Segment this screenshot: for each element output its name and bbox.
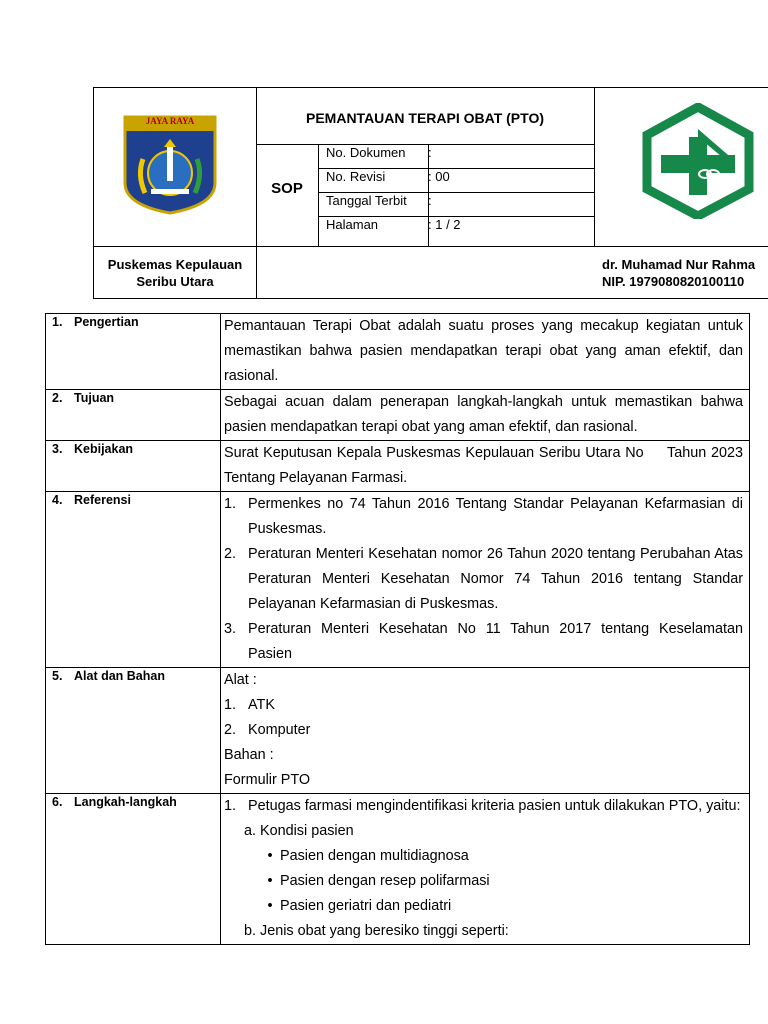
signer-nip: NIP. 1979080820100110 <box>602 274 745 289</box>
organization-name <box>94 256 256 290</box>
item-number: 3. <box>224 621 237 637</box>
alat-label: Alat : <box>224 672 257 688</box>
item-text: Permenkes no 74 Tahun 2016 Tentang Standar Pelayanan Kefarmasian di Puskesmas. <box>248 496 743 537</box>
logo-banner-text: JAYA RAYA <box>145 116 195 126</box>
bullet-text: Pasien dengan multidiagnosa <box>280 848 469 864</box>
row-tujuan <box>46 390 750 441</box>
page-label: Halaman <box>326 217 379 232</box>
alat-bahan-content <box>221 668 750 794</box>
row-pengertian <box>46 314 750 390</box>
section-label: Tujuan <box>74 391 115 405</box>
jakarta-emblem-logo <box>121 113 219 215</box>
signer-name: dr. Muhamad Nur Rahma <box>602 257 756 272</box>
langkah-content <box>221 794 750 945</box>
bullet-icon: • <box>267 873 273 889</box>
list-item <box>224 492 743 542</box>
section-number: 1. <box>52 315 63 329</box>
list-item <box>224 542 743 617</box>
item-number: 2. <box>224 722 237 738</box>
doc-number-label: No. Dokumen <box>326 145 406 160</box>
item-text: ATK <box>248 697 275 713</box>
item-text: Petugas farmasi mengindentifikasi kriteria pasien untuk dilakukan PTO, yaitu: <box>248 798 741 814</box>
section-number: 5. <box>52 669 63 683</box>
bullet-text: Pasien dengan resep polifarmasi <box>280 873 490 889</box>
item-text: Peraturan Menteri Kesehatan No 11 Tahun 2017 tentang Keselamatan Pasien <box>248 621 743 662</box>
bullet-text: Pasien geriatri dan pediatri <box>280 898 452 914</box>
bahan-item: Formulir PTO <box>224 772 311 788</box>
item-text: Komputer <box>248 722 311 738</box>
issue-date-label: Tanggal Terbit <box>326 193 407 208</box>
row-alat-bahan <box>46 668 750 794</box>
item-number: 1. <box>224 798 237 814</box>
org-line-2: Seribu Utara <box>136 274 214 289</box>
sop-content-table <box>45 313 750 945</box>
page-value: : 1 / 2 <box>428 217 461 232</box>
section-label: Kebijakan <box>74 442 134 456</box>
bahan-label: Bahan : <box>224 747 274 763</box>
org-line-1: Puskemas Kepulauan <box>107 257 243 272</box>
item-number: 1. <box>224 697 237 713</box>
list-item <box>224 693 743 718</box>
document-title: PEMANTAUAN TERAPI OBAT (PTO) <box>306 110 544 126</box>
section-label: Referensi <box>74 493 131 507</box>
section-number: 4. <box>52 493 63 507</box>
item-number: 2. <box>224 546 237 562</box>
bullet-item <box>224 844 743 869</box>
referensi-list <box>221 492 750 668</box>
list-item <box>224 794 743 819</box>
revision-label: No. Revisi <box>326 169 386 184</box>
pengertian-text: Pemantauan Terapi Obat adalah suatu proses yang mecakup kegiatan untuk memastikan bahwa pasien mendapatkan terapi obat yang aman efektif, dan rasional. <box>221 314 750 390</box>
list-item <box>224 718 743 743</box>
section-number: 3. <box>52 442 63 456</box>
bullet-item <box>224 894 743 919</box>
section-label: Langkah-langkah <box>74 795 177 809</box>
section-label: Alat dan Bahan <box>74 669 165 683</box>
row-langkah <box>46 794 750 945</box>
signer-block <box>602 256 768 290</box>
puskesmas-logo <box>639 103 757 219</box>
item-number: 1. <box>224 496 237 512</box>
section-label: Pengertian <box>74 315 139 329</box>
section-number: 6. <box>52 795 63 809</box>
tujuan-text: Sebagai acuan dalam penerapan langkah-langkah untuk memastikan bahwa pasien mendapatkan terapi obat yang aman efektif, dan rasional. <box>221 390 750 441</box>
revision-value: : 00 <box>428 169 450 184</box>
list-item <box>224 617 743 667</box>
kebijakan-text: Surat Keputusan Kepala Puskesmas Kepulauan Seribu Utara No Tahun 2023 Tentang Pelayanan Farmasi. <box>221 441 750 492</box>
item-text: Peraturan Menteri Kesehatan nomor 26 Tahun 2020 tentang Perubahan Atas Peraturan Menteri Kesehatan Nomor 74 Tahun 2016 tentang Standar Pelayanan Kefarmasian di Puskesmas. <box>248 546 743 612</box>
sub-item-a: a. Kondisi pasien <box>244 823 354 839</box>
row-kebijakan <box>46 441 750 492</box>
bullet-icon: • <box>267 848 273 864</box>
bullet-icon: • <box>267 898 273 914</box>
sop-label: SOP <box>271 180 303 197</box>
row-referensi <box>46 492 750 668</box>
doc-number-value: : <box>428 145 432 160</box>
bullet-item <box>224 869 743 894</box>
sop-header <box>93 87 768 299</box>
issue-date-value: : <box>428 193 432 208</box>
section-number: 2. <box>52 391 63 405</box>
sub-item-b: b. Jenis obat yang beresiko tinggi seperti: <box>244 923 509 939</box>
